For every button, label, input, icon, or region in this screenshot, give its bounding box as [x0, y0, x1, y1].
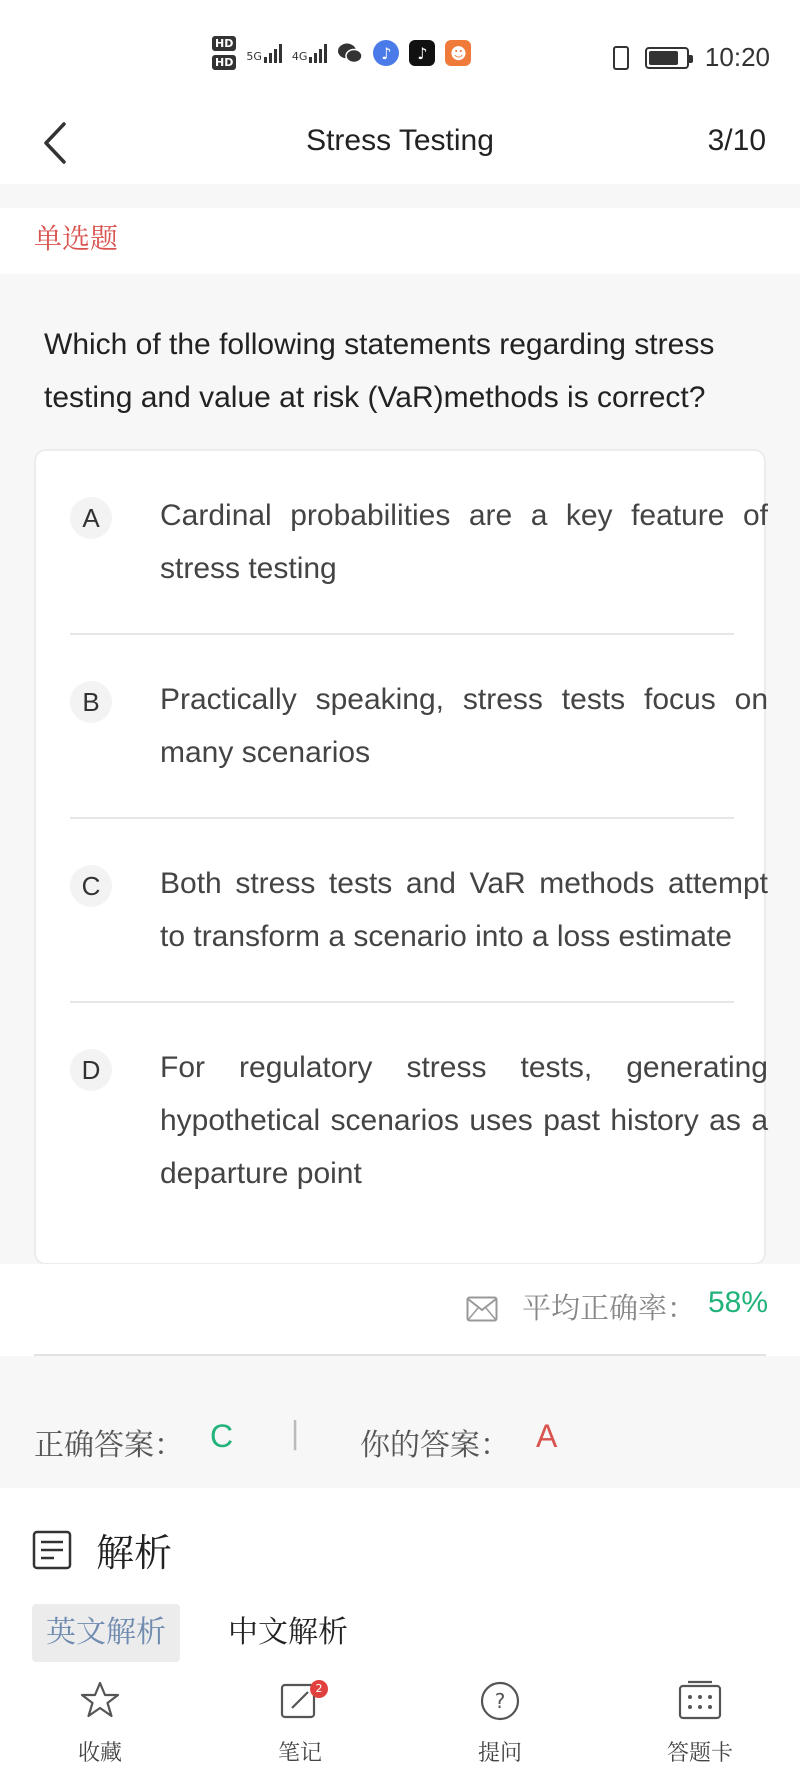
question-icon: [479, 1680, 521, 1722]
option-letter: D: [70, 1049, 112, 1091]
your-answer-label: 你的答案：: [360, 1428, 510, 1463]
ask-label: 提问: [477, 1741, 522, 1766]
question-text: Which of the following statements regarding stress testing and value at risk (VaR)methods is correct?: [44, 328, 715, 414]
favorite-button[interactable]: [0, 1666, 200, 1778]
option-letter: C: [70, 865, 112, 907]
signal-5g: [246, 43, 282, 63]
star-icon: [80, 1680, 120, 1720]
answer-card-label: 答题卡: [666, 1741, 733, 1766]
app-icon: ☻: [445, 40, 471, 66]
accuracy-row: [0, 1264, 800, 1354]
status-right: [613, 42, 770, 73]
wechat-icon: [337, 40, 363, 66]
tab-chinese-analysis[interactable]: 中文解析: [228, 1615, 348, 1650]
net1-label: 5G: [246, 50, 262, 63]
correct-answer-value: C: [210, 1418, 234, 1454]
status-bar: [0, 0, 800, 110]
options-card: [34, 449, 766, 1265]
option-letter: B: [70, 681, 112, 723]
document-icon: [32, 1530, 72, 1570]
correct-answer-label: 正确答案：: [34, 1428, 184, 1463]
signal-4g: [292, 43, 328, 63]
option-text: Practically speaking, stress tests focus on many scenarios: [160, 683, 768, 769]
battery-icon: [645, 47, 689, 69]
question-type-label: 单选题: [0, 208, 800, 274]
signal-bars-icon: [264, 43, 282, 63]
your-answer-value: A: [536, 1418, 558, 1454]
answer-row: [0, 1356, 800, 1488]
analysis-section: [0, 1488, 800, 1650]
question-progress: 3/10: [707, 124, 766, 157]
option-divider: [70, 817, 734, 819]
option-divider: [70, 633, 734, 635]
notes-label: 笔记: [277, 1741, 322, 1766]
status-left: [212, 36, 471, 70]
hd2-label: HD: [212, 55, 236, 70]
vibrate-icon: [613, 46, 629, 70]
nav-header: [0, 100, 800, 184]
analysis-title: 解析: [96, 1531, 173, 1575]
answer-separator: |: [290, 1416, 301, 1451]
hd1-label: HD: [212, 36, 236, 51]
section-gap: [0, 184, 800, 208]
option-divider: [70, 1001, 734, 1003]
bottom-bar: [0, 1666, 800, 1778]
mail-icon: [466, 1296, 498, 1322]
status-time: 10:20: [704, 42, 770, 72]
ask-button[interactable]: [400, 1666, 600, 1778]
tiktok-icon: ♪: [409, 40, 435, 66]
battery-fill: [649, 51, 679, 65]
svg-text:?: ?: [494, 1689, 506, 1713]
signal-bars-icon: [309, 43, 327, 63]
option-text: For regulatory stress tests, generating hypothetical scenarios uses past history as a departure point: [160, 1051, 768, 1190]
notes-badge: 2: [310, 1680, 328, 1698]
music-icon: ♪: [373, 40, 399, 66]
option-text: Cardinal probabilities are a key feature of stress testing: [160, 499, 768, 585]
option-letter: A: [70, 497, 112, 539]
page-title: Stress Testing: [306, 124, 494, 157]
hd-indicator: [212, 36, 236, 70]
net2-label: 4G: [291, 50, 308, 63]
question-area: [0, 274, 800, 1264]
favorite-label: 收藏: [77, 1741, 122, 1766]
notes-button[interactable]: [200, 1666, 400, 1778]
answer-card-icon: [678, 1680, 722, 1720]
option-text: Both stress tests and VaR methods attempt to transform a scenario into a loss estimate: [160, 867, 768, 953]
accuracy-label: 平均正确率：: [522, 1291, 697, 1325]
answer-card-button[interactable]: [600, 1666, 800, 1778]
accuracy-value: 58%: [708, 1286, 769, 1319]
tab-english-analysis[interactable]: 英文解析: [32, 1604, 180, 1662]
